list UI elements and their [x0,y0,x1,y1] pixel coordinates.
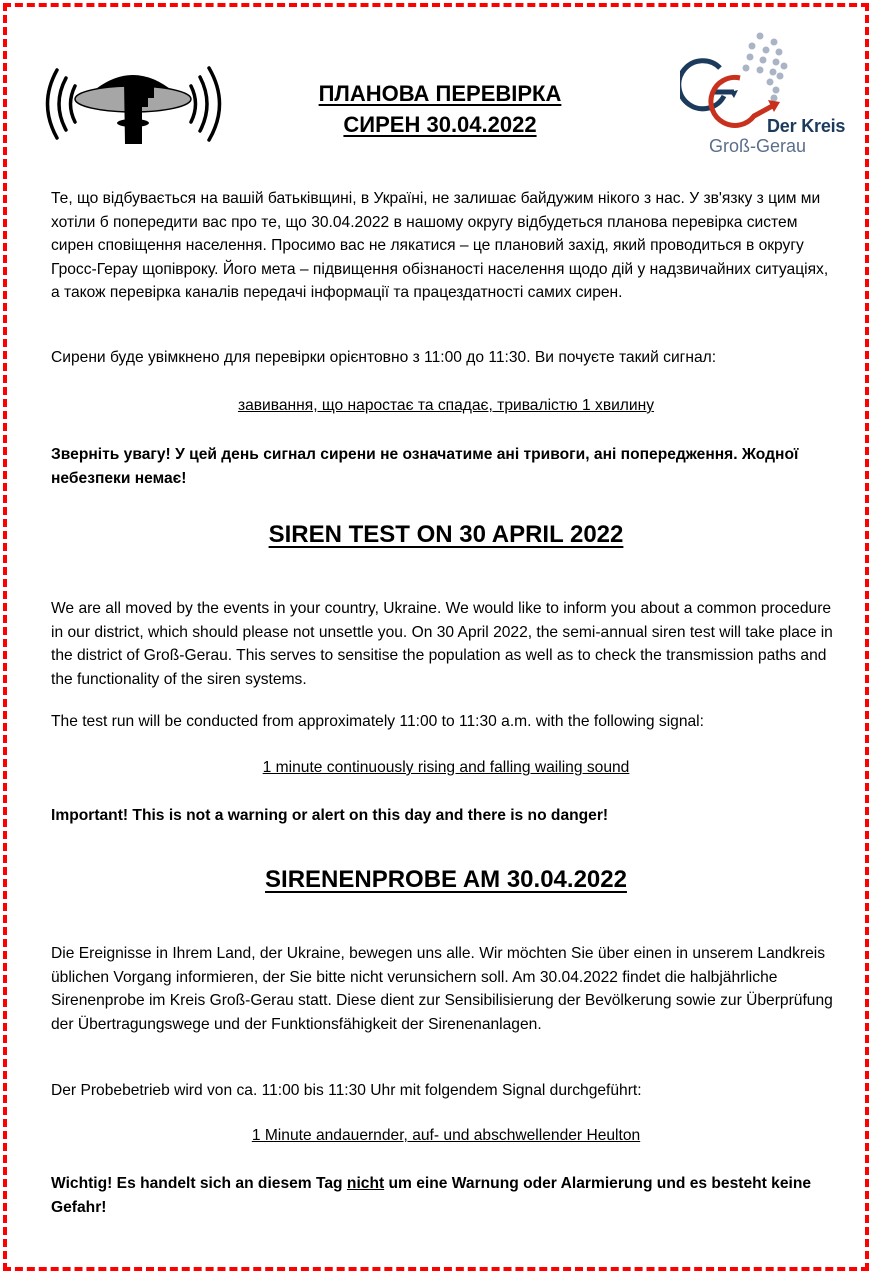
ukrainian-signal-text: завивання, що наростає та спадає, тривалістю 1 хвилину [237,397,655,414]
english-heading-text: SIREN TEST ON 30 APRIL 2022 [268,521,624,548]
ukrainian-signal-description [51,397,841,415]
logo-text-der-kreis: Der Kreis [767,116,846,136]
ukrainian-schedule-paragraph: Сирени буде увімкнено для перевірки орієнтовно з 11:00 до 11:30. Ви почуєте такий сигнал: [51,349,717,366]
ukrainian-intro-paragraph: Те, що відбувається на вашій батьківщині, в Україні, не залишає байдужим нікого з нас. У зв'язку з цим ми хотіли б попередити вас про те, що 30.04.2022 в нашому округу відбудеться планова перевірка систем сирен сповіщення населення. Просимо вас не лякатися – це плановий захід, який проводиться в округу Гросс-Герау щопівроку. Його мета – підвищення обізнаності населення щодо дій у надзвичайних ситуаціях, а також перевірка каналів передачі інформації та працездатності самих сирен. [51,190,829,302]
page-title-line2: СИРЕН 30.04.2022 [343,112,537,137]
english-schedule-paragraph: The test run will be conducted from approximately 11:00 to 11:30 a.m. with the following signal: [51,713,704,730]
german-warning-pre: Wichtig! Es handelt sich an diesem Tag [51,1175,347,1192]
english-warning: Important! This is not a warning or alert on this day and there is no danger! [51,807,609,824]
english-signal-description [51,759,841,777]
german-heading-text: SIRENENPROBE AM 30.04.2022 [265,866,627,893]
german-warning-emphasis: nicht [346,1175,385,1192]
german-warning-post: um eine Warnung oder Alarmierung und es besteht keine Gefahr! [51,1175,812,1216]
german-signal-description [51,1127,841,1145]
german-schedule-paragraph: Der Probebetrieb wird von ca. 11:00 bis 11:30 Uhr mit folgendem Signal durchgeführt: [51,1082,642,1099]
english-signal-text: 1 minute continuously rising and falling wailing sound [262,759,630,776]
german-warning [51,1172,841,1219]
german-heading [51,866,841,894]
ukrainian-warning: Зверніть увагу! У цей день сигнал сирени не означатиме ані тривоги, ані попередження. Жодної небезпеки немає! [51,446,799,487]
german-signal-text: 1 Minute andauernder, auf- und abschwellender Heulton [251,1127,641,1144]
page-title-line1: ПЛАНОВА ПЕРЕВІРКА [318,81,562,106]
english-heading [51,521,841,549]
logo-dots [743,33,788,102]
logo-text-gross-gerau: Groß-Gerau [709,136,807,156]
siren-icon [40,62,226,150]
english-intro-paragraph: We are all moved by the events in your country, Ukraine. We would like to inform you about a common procedure in our district, which should please not unsettle you. On 30 April 2022, the semi-annual siren test will take place in the district of Groß-Gerau. This serves to sensitise the population as well as to check the transmission paths and the functionality of the siren systems. [51,600,833,688]
page-title [260,78,620,140]
german-intro-paragraph: Die Ereignisse in Ihrem Land, der Ukraine, bewegen uns alle. Wir möchten Sie über einen in unserem Landkreis üblichen Vorgang informieren, der Sie bitte nicht verunsichern soll. Am 30.04.2022 findet die halbjährliche Sirenenprobe im Kreis Groß-Gerau statt. Diese dient zur Sensibilisierung der Bevölkerung sowie zur Überprüfung der Übertragungswege und der Funktionsfähigkeit der Sirenenanlagen. [51,945,833,1033]
